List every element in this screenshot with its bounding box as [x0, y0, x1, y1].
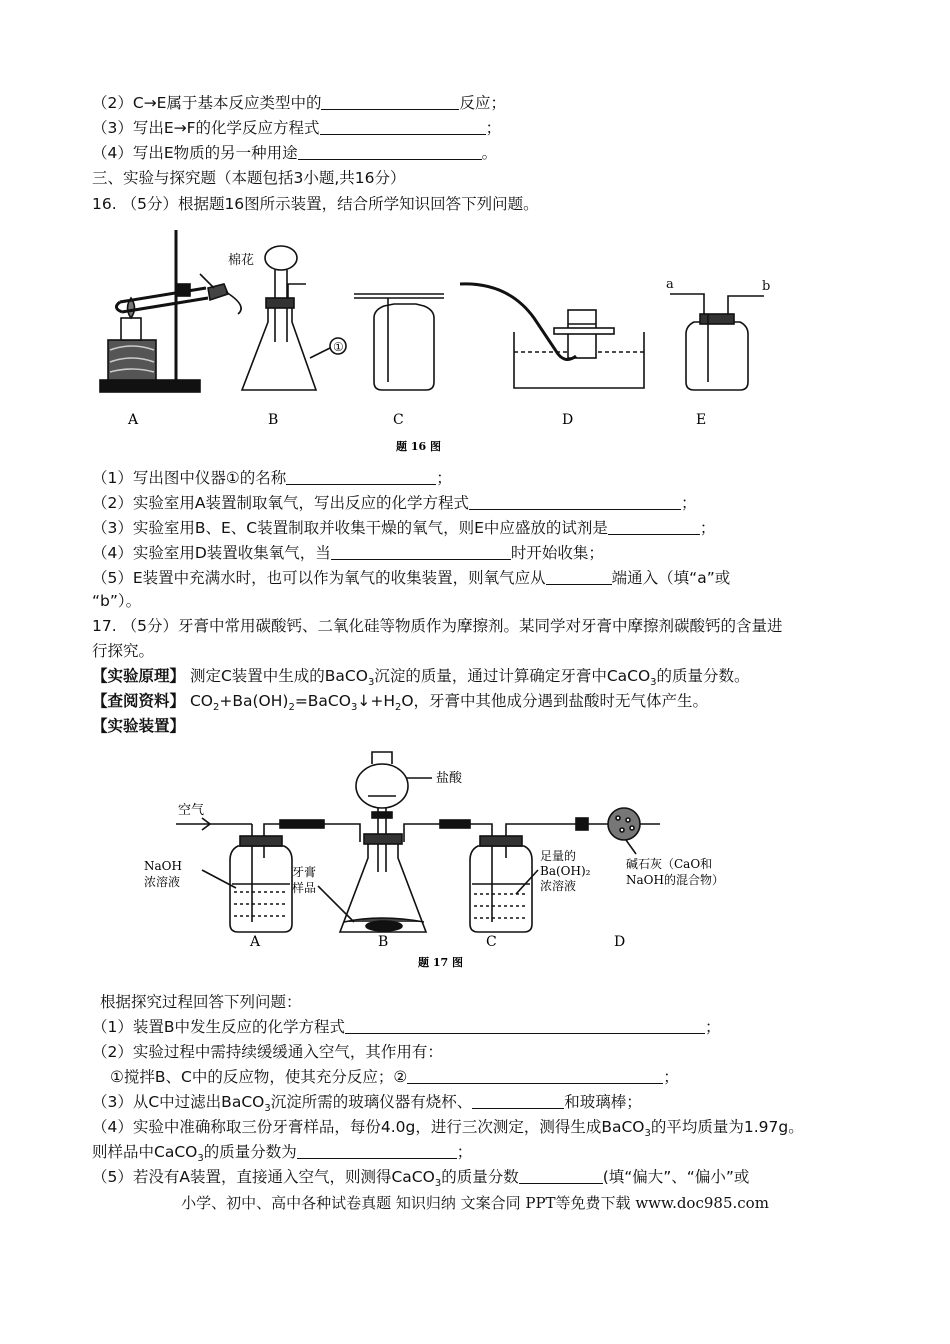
q16-line5: （5）E装置中充满水时，也可以作为氧气的收集装置，则氧气应从 端通入（填“a”或	[92, 569, 731, 587]
port-b-label: b	[762, 279, 771, 294]
q17-reference: 【查阅资料】 $CO_2+Ba(OH)_2=BaCO_3↓+H_2O$，牙膏中其他成分遇到盐酸时无气体产生。	[92, 692, 709, 714]
toothpaste-label-1: 牙膏	[292, 865, 317, 879]
baoh2-label-3: 浓溶液	[540, 879, 577, 893]
q17-line4: （4）实验中准确称取三份牙膏样品，每份4.0g，进行三次测定，测得生成BaCO$_3$的平均质量为1.97g。	[92, 1118, 804, 1140]
naoh-label-1: NaOH	[144, 859, 182, 873]
figure-17	[140, 742, 724, 970]
answer-blank[interactable]	[472, 1092, 564, 1109]
q17-line3: （3）从C中过滤出BaCO$_3$沉淀所需的玻璃仪器有烧杯、 和玻璃棒；	[92, 1093, 642, 1115]
q17-line4-cont: 则样品中CaCO$_3$的质量分数为 ；	[92, 1143, 473, 1165]
answer-blank[interactable]	[298, 143, 482, 160]
figure-16	[88, 222, 788, 458]
naoh-label-2: 浓溶液	[144, 875, 181, 889]
q16-line1: （1）写出图中仪器①的名称 ；	[92, 469, 452, 487]
q17-device-tag: 【实验装置】	[92, 717, 186, 735]
q17-line1: （1）装置B中发生反应的化学方程式 ；	[92, 1018, 721, 1036]
fig16-label-e: E	[696, 412, 707, 428]
q15-line4: （4）写出E物质的另一种用途 。	[92, 144, 498, 162]
q16-line2: （2）实验室用A装置制取氧气，写出反应的化学方程式 ；	[92, 494, 697, 512]
answer-blank[interactable]	[608, 518, 700, 535]
q16-line4: （4）实验室用D装置收集氧气，当 时开始收集；	[92, 544, 604, 562]
fig17-label-a: A	[250, 934, 261, 950]
answer-blank[interactable]	[331, 543, 511, 560]
q17-stem-2: 行探究。	[92, 642, 155, 660]
baoh2-label-1: 足量的	[540, 849, 577, 863]
fig17-label-d: D	[614, 934, 626, 950]
fig16-caption: 题 16 图	[396, 440, 441, 453]
fig17-caption: 题 17 图	[418, 956, 463, 969]
fig16-label-b: B	[268, 412, 279, 428]
soda-lime-label-1: 碱石灰（CaO和	[626, 857, 713, 871]
fig17-label-b: B	[378, 934, 389, 950]
q15-line3: （3）写出E→F的化学反应方程式 ；	[92, 119, 502, 137]
q16-line3: （3）实验室用B、E、C装置制取并收集干燥的氧气，则E中应盛放的试剂是 ；	[92, 519, 716, 537]
hcl-label: 盐酸	[436, 771, 463, 786]
section-heading: 三、实验与探究题（本题包括3小题,共16分）	[92, 169, 406, 187]
q16-stem: 16. （5分）根据题16图所示装置，结合所学知识回答下列问题。	[92, 195, 539, 213]
toothpaste-label-2: 样品	[292, 881, 317, 895]
fig16-label-d: D	[562, 412, 574, 428]
instrument-1-label: ①	[333, 340, 344, 354]
cotton-label: 棉花	[228, 253, 255, 268]
baoh2-label-2: Ba(OH)₂	[540, 864, 591, 878]
answer-blank[interactable]	[297, 1142, 457, 1159]
answer-blank[interactable]	[546, 568, 612, 585]
q17-line2: （2）实验过程中需持续缓缓通入空气，其作用有：	[92, 1043, 443, 1061]
q15-line2: （2）C→E属于基本反应类型中的 反应；	[92, 94, 506, 112]
answer-blank[interactable]	[320, 118, 486, 135]
q17-intro: 根据探究过程回答下列问题：	[100, 993, 302, 1011]
q17-line2b: ①搅拌B、C中的反应物，使其充分反应；② ；	[110, 1068, 679, 1086]
q17-line5: （5）若没有A装置，直接通入空气，则测得CaCO$_3$的质量分数 (填“偏大”、“偏小”或	[92, 1168, 750, 1190]
q17-stem-1: 17. （5分）牙膏中常用碳酸钙、二氧化硅等物质作为摩擦剂。某同学对牙膏中摩擦剂碳酸钙的含量进	[92, 617, 783, 635]
answer-blank[interactable]	[469, 493, 681, 510]
answer-blank[interactable]	[407, 1067, 663, 1084]
page-footer: 小学、初中、高中各种试卷真题 知识归纳 文案合同 PPT等免费下载 www.doc985.com	[181, 1194, 769, 1212]
answer-blank[interactable]	[321, 93, 459, 110]
soda-lime-label-2: NaOH的混合物）	[626, 873, 724, 887]
air-label: 空气	[178, 803, 205, 818]
fig17-label-c: C	[486, 934, 497, 950]
answer-blank[interactable]	[519, 1167, 603, 1184]
fig16-label-a: A	[128, 412, 139, 428]
q17-principle: 【实验原理】 测定C装置中生成的BaCO$_3$沉淀的质量，通过计算确定牙膏中CaCO$_3$的质量分数。	[92, 667, 750, 689]
answer-blank[interactable]	[345, 1017, 705, 1034]
answer-blank[interactable]	[286, 468, 436, 485]
port-a-label: a	[666, 277, 674, 292]
fig16-label-c: C	[393, 412, 404, 428]
q16-line5-cont: “b”）。	[92, 592, 142, 610]
